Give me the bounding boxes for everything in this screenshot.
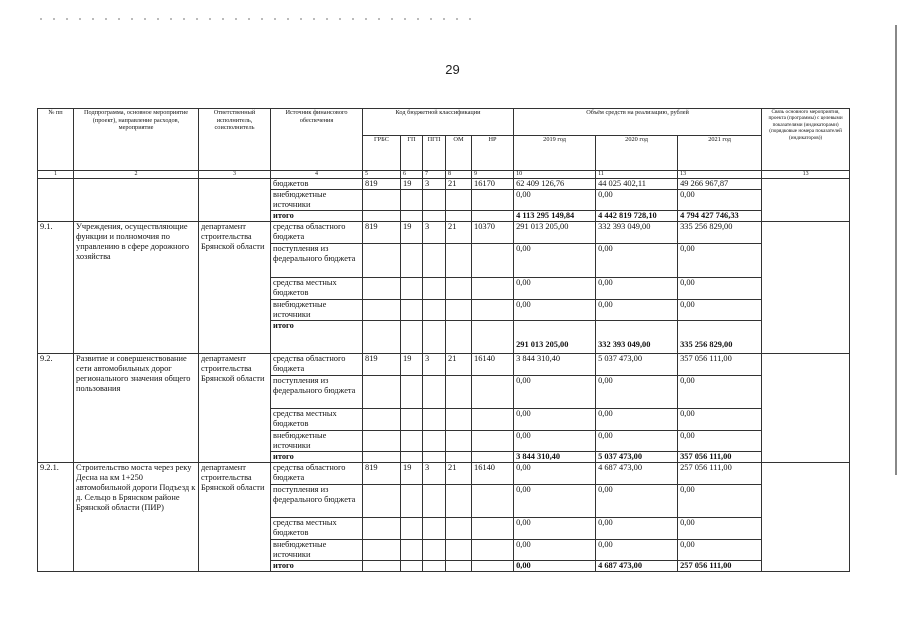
value-2019: 0,00 bbox=[514, 409, 596, 431]
measure-name: Учреждения, осуществляющие функции и полномочия по управлению в сфере дорожного хозяйства bbox=[74, 222, 199, 354]
header-gp: ГП bbox=[401, 136, 423, 171]
col-number: 6 bbox=[401, 171, 423, 179]
source-cell: внебюджетные источники bbox=[271, 300, 363, 321]
value-2020: 4 687 473,00 bbox=[596, 561, 678, 572]
col-number: 1 bbox=[38, 171, 74, 179]
value-2019: 0,00 bbox=[514, 485, 596, 518]
value-2019: 0,00 bbox=[514, 561, 596, 572]
om-cell: 21 bbox=[446, 222, 472, 244]
value-2019: 0,00 bbox=[514, 278, 596, 300]
source-cell: поступления из федерального бюджета bbox=[271, 485, 363, 518]
grbs-cell: 819 bbox=[363, 354, 401, 376]
om-cell: 21 bbox=[446, 179, 472, 190]
value-2019: 0,00 bbox=[514, 300, 596, 321]
header-om: ОМ bbox=[446, 136, 472, 171]
col-number: 8 bbox=[446, 171, 472, 179]
header-bk-code: Код бюджетной классификации bbox=[363, 109, 514, 136]
col-number: 13 bbox=[762, 171, 850, 179]
empty-cell bbox=[762, 222, 850, 354]
header-grbs: ГРБС bbox=[363, 136, 401, 171]
header-executor: Ответственный исполнитель, соисполнитель bbox=[199, 109, 271, 171]
grbs-cell: 819 bbox=[363, 222, 401, 244]
source-cell: итого bbox=[271, 452, 363, 463]
value-2021: 257 056 111,00 bbox=[678, 463, 762, 485]
table-row bbox=[38, 463, 850, 485]
value-2020: 4 687 473,00 bbox=[596, 463, 678, 485]
source-cell: итого bbox=[271, 561, 363, 572]
value-2019: 291 013 205,00 bbox=[514, 321, 596, 354]
header-no: № пп bbox=[38, 109, 74, 171]
empty-cell bbox=[74, 179, 199, 222]
value-2020: 0,00 bbox=[596, 485, 678, 518]
value-2021: 0,00 bbox=[678, 518, 762, 540]
gp-cell: 19 bbox=[401, 354, 423, 376]
pgp-cell: 3 bbox=[423, 179, 446, 190]
executor-cell: департамент строительства Брянской области bbox=[199, 222, 271, 354]
col-number: 10 bbox=[514, 171, 596, 179]
scan-artifact bbox=[40, 18, 480, 20]
gp-cell: 19 bbox=[401, 222, 423, 244]
value-2019: 0,00 bbox=[514, 190, 596, 211]
header-link: Связь основного мероприятия, проекта (программы) с целевыми показателями (индикаторами) (порядковые номера показателей (индикаторов)) bbox=[762, 109, 850, 171]
source-cell: внебюджетные источники bbox=[271, 540, 363, 561]
value-2019: 3 844 310,40 bbox=[514, 354, 596, 376]
header-source: Источник финансового обеспечения bbox=[271, 109, 363, 171]
table-row bbox=[38, 222, 850, 244]
grbs-cell: 819 bbox=[363, 463, 401, 485]
value-2019: 0,00 bbox=[514, 376, 596, 409]
page-number: 29 bbox=[445, 62, 460, 77]
value-2019: 0,00 bbox=[514, 244, 596, 278]
value-2020: 0,00 bbox=[596, 244, 678, 278]
table-row bbox=[38, 354, 850, 376]
measure-name: Строительство моста через реку Десна на км 1+250 автомобильной дороги Подъезд к д. Сельцо в Брянском районе Брянской области (ПИР) bbox=[74, 463, 199, 572]
value-2021: 0,00 bbox=[678, 485, 762, 518]
om-cell: 21 bbox=[446, 463, 472, 485]
executor-cell: департамент строительства Брянской области bbox=[199, 354, 271, 463]
empty-cell bbox=[762, 179, 850, 222]
source-cell: средства местных бюджетов bbox=[271, 278, 363, 300]
header-row bbox=[38, 109, 850, 136]
value-2021: 4 794 427 746,33 bbox=[678, 211, 762, 222]
value-2019: 4 113 295 149,84 bbox=[514, 211, 596, 222]
header-2020: 2020 год bbox=[596, 136, 678, 171]
value-2021: 335 256 829,00 bbox=[678, 321, 762, 354]
value-2019: 0,00 bbox=[514, 431, 596, 452]
value-2020: 0,00 bbox=[596, 540, 678, 561]
value-2020: 0,00 bbox=[596, 300, 678, 321]
value-2019: 62 409 126,76 bbox=[514, 179, 596, 190]
header-pgp: ПГП bbox=[423, 136, 446, 171]
value-2020: 4 442 819 728,10 bbox=[596, 211, 678, 222]
table-row bbox=[38, 179, 850, 190]
grbs-cell: 819 bbox=[363, 179, 401, 190]
pgp-cell: 3 bbox=[423, 222, 446, 244]
value-2021: 0,00 bbox=[678, 376, 762, 409]
executor-cell: департамент строительства Брянской области bbox=[199, 463, 271, 572]
value-2021: 0,00 bbox=[678, 190, 762, 211]
row-number: 9.2. bbox=[38, 354, 74, 463]
measure-name: Развитие и совершенствование сети автомобильных дорог регионального значения общего пользования bbox=[74, 354, 199, 463]
nr-cell: 16170 bbox=[472, 179, 514, 190]
source-cell: средства местных бюджетов bbox=[271, 518, 363, 540]
header-nr: НР bbox=[472, 136, 514, 171]
empty-cell bbox=[199, 179, 271, 222]
value-2020: 5 037 473,00 bbox=[596, 452, 678, 463]
value-2019: 0,00 bbox=[514, 540, 596, 561]
column-number-row bbox=[38, 171, 850, 179]
source-cell: бюджетов bbox=[271, 179, 363, 190]
nr-cell: 16140 bbox=[472, 463, 514, 485]
budget-table bbox=[37, 108, 850, 572]
value-2021: 0,00 bbox=[678, 431, 762, 452]
col-number: 13 bbox=[678, 171, 762, 179]
value-2019: 0,00 bbox=[514, 463, 596, 485]
value-2021: 357 056 111,00 bbox=[678, 354, 762, 376]
value-2019: 3 844 310,40 bbox=[514, 452, 596, 463]
pgp-cell: 3 bbox=[423, 354, 446, 376]
value-2020: 332 393 049,00 bbox=[596, 321, 678, 354]
value-2021: 49 266 967,87 bbox=[678, 179, 762, 190]
value-2021: 0,00 bbox=[678, 540, 762, 561]
source-cell: итого bbox=[271, 321, 363, 354]
col-number: 7 bbox=[423, 171, 446, 179]
header-volume: Объём средств на реализацию, рублей bbox=[514, 109, 762, 136]
value-2021: 0,00 bbox=[678, 244, 762, 278]
value-2021: 0,00 bbox=[678, 300, 762, 321]
value-2021: 257 056 111,00 bbox=[678, 561, 762, 572]
value-2020: 5 037 473,00 bbox=[596, 354, 678, 376]
om-cell: 21 bbox=[446, 354, 472, 376]
source-cell: средства областного бюджета bbox=[271, 222, 363, 244]
row-number: 9.1. bbox=[38, 222, 74, 354]
value-2021: 357 056 111,00 bbox=[678, 452, 762, 463]
col-number: 5 bbox=[363, 171, 401, 179]
source-cell: средства областного бюджета bbox=[271, 354, 363, 376]
value-2020: 0,00 bbox=[596, 409, 678, 431]
pgp-cell: 3 bbox=[423, 463, 446, 485]
value-2019: 291 013 205,00 bbox=[514, 222, 596, 244]
col-number: 4 bbox=[271, 171, 363, 179]
value-2020: 0,00 bbox=[596, 190, 678, 211]
source-cell: итого bbox=[271, 211, 363, 222]
value-2020: 0,00 bbox=[596, 376, 678, 409]
source-cell: средства областного бюджета bbox=[271, 463, 363, 485]
header-program: Подпрограмма, основное мероприятие (проект), направление расходов, мероприятие bbox=[74, 109, 199, 171]
col-number: 11 bbox=[596, 171, 678, 179]
empty-cell bbox=[762, 354, 850, 463]
nr-cell: 10370 bbox=[472, 222, 514, 244]
col-number: 3 bbox=[199, 171, 271, 179]
empty-cell bbox=[38, 179, 74, 222]
source-cell: поступления из федерального бюджета bbox=[271, 376, 363, 409]
value-2019: 0,00 bbox=[514, 518, 596, 540]
source-cell: средства местных бюджетов bbox=[271, 409, 363, 431]
value-2021: 0,00 bbox=[678, 278, 762, 300]
source-cell: поступления из федерального бюджета bbox=[271, 244, 363, 278]
value-2020: 0,00 bbox=[596, 431, 678, 452]
value-2020: 0,00 bbox=[596, 518, 678, 540]
source-cell: внебюджетные источники bbox=[271, 190, 363, 211]
value-2020: 44 025 402,11 bbox=[596, 179, 678, 190]
empty-cell bbox=[762, 463, 850, 572]
value-2020: 0,00 bbox=[596, 278, 678, 300]
scan-edge bbox=[895, 25, 897, 475]
value-2020: 332 393 049,00 bbox=[596, 222, 678, 244]
gp-cell: 19 bbox=[401, 463, 423, 485]
header-2021: 2021 год bbox=[678, 136, 762, 171]
nr-cell: 16140 bbox=[472, 354, 514, 376]
source-cell: внебюджетные источники bbox=[271, 431, 363, 452]
col-number: 9 bbox=[472, 171, 514, 179]
header-2019: 2019 год bbox=[514, 136, 596, 171]
col-number: 2 bbox=[74, 171, 199, 179]
value-2021: 0,00 bbox=[678, 409, 762, 431]
value-2021: 335 256 829,00 bbox=[678, 222, 762, 244]
row-number: 9.2.1. bbox=[38, 463, 74, 572]
gp-cell: 19 bbox=[401, 179, 423, 190]
